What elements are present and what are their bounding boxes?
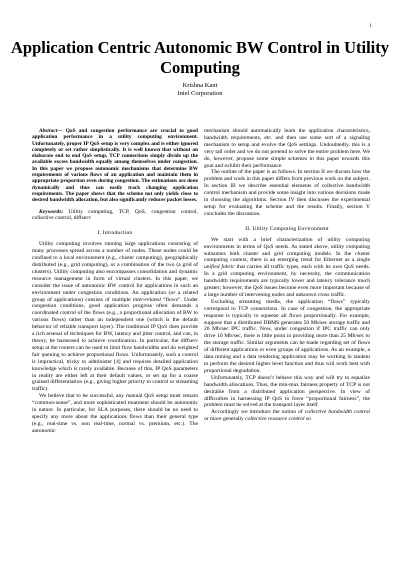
env-p1-text: We start with a brief characterization of utility computing environments in terms of QoS needs. As stated above, utility computing subsumes both cluster and grid computing models. In the cluster computing context, there is an emerging trend for Ethernet as a single bbox=[204, 236, 370, 264]
env-paragraph-2: Excluding streaming media, the application “flows” typically correspond to TCP connections. In case of congestion, the appropriate response is typically to squeeze all flows proportionally. For example, suppose that a distributed DBMS generates 50 Mb/sec storage traffic and 20 Mb/sec IPC traffic. Now, under congestion if IPC traffic can only drive 10 Mb/sec, there is little point in providing more than 25 Mb/sec to the storage traffic. Similar arguments can be made regarding set of flows of different applications or even groups of applications. As an example, a data mining and a data rendering application may be working in tandem to perform the desired higher level function and thus will work best with proportional degradation. bbox=[204, 298, 370, 374]
env-p4-tail: so bbox=[304, 416, 311, 423]
intro-paragraph-2: We believe that to be successful, any manual QoS setup must remain “common-sense”, and more sophisticated treatment should be autonomic in nature. In particular, for SLA purposes, there should be no need to specify any more about the applications flows than their general type (e.g., real-time vs. non real-time, normal vs. premium, etc.). The autonomic bbox=[32, 393, 198, 434]
abstract-lead: Abstract bbox=[39, 128, 58, 134]
intro-paragraph-4: The outline of the paper is as follows. In section II we discuss how the problem and work in this paper differs from previous work on the subject. In section III we describe essential elements of collective bandwidth control mechanism and provide some insight into various decisions made in choosing the algorithms. Section IV then discusses the experimental setup for evaluating the scheme and the results. Finally, section V concludes the discussion. bbox=[204, 169, 370, 217]
author-name: Krishna Kant bbox=[182, 82, 218, 89]
env-paragraph-3: Unfortunately, TCP doesn’t behave this way and will try to equalize bandwidth allocations. Thus, the min-max fairness property of TCP is not desirable from a distributed application perspective. In view of difficulties in harnessing IP QoS to force “proportional fairness”, the problem must be solved at the transport layer itself. bbox=[204, 374, 370, 409]
env-paragraph-1 bbox=[204, 237, 370, 299]
author-block bbox=[0, 82, 400, 98]
abstract bbox=[32, 128, 198, 204]
section-heading-introduction: I. Introduction bbox=[97, 230, 133, 237]
page-number: 1 bbox=[369, 24, 372, 29]
right-column bbox=[204, 128, 370, 423]
keywords-text: Utility computing, TCP, QoS, congestion control, collective control, diffserv bbox=[32, 208, 198, 222]
left-column bbox=[32, 128, 198, 435]
section-heading-utility-computing: II. Utility Computing Environment bbox=[245, 225, 329, 232]
keywords-lead: Keywords: bbox=[39, 208, 64, 215]
env-p4-text: Accordingly we introduce the notion of bbox=[211, 409, 305, 416]
intro-paragraph-1 bbox=[32, 241, 198, 393]
env-paragraph-4 bbox=[204, 409, 370, 423]
env-p4-emphasis-2: collective resource control bbox=[245, 416, 305, 423]
author-affiliation: Intel Corporation bbox=[177, 90, 223, 97]
abstract-text: — QoS and congestion performance are crucial to good application performance in a utility computing environment. Unfortunately, proper IP QoS setup is very complex and is either ignored completely or set rather simplistically. It is well known that without an elaborate end to end QoS setup, TCP connections simply divide up the available excess bandwidth equally among themselves under congestion. In this paper we propose autonomic mechanisms that determine BW requirements of various flows of an application and maintain them in appropriate proportion even during congestion. The estimations are done dynamically and thus can easily track changing application requirements. The paper shows that the scheme not only yields close to desired bandwidth allocation, but also significantly reduces packet losses. bbox=[32, 128, 198, 204]
keywords bbox=[32, 209, 198, 223]
intro-p1-emphasis: inter-related bbox=[132, 296, 161, 303]
env-p4-mid: or more generally bbox=[204, 416, 246, 423]
paper-title: Application Centric Autonomic BW Control in Utility Computing bbox=[11, 38, 389, 77]
intro-p1-tail: “flows”. Under congestion conditions, good application progress often demands a coordinated control of the flows (e.g., a proportional allocation of BW to various flows) rather than an independent one (which is the default behavior of reliable transport layer). The traditional IP QoS does provide a rich arsenal of techniques for BW, latency and jitter control, and can, in theory, be harnessed to achieve coordination. In particular, the diffserv setup at the routers can be used to limit flow bandwidths and do weighted fair queuing to achieve proportional flows. Unfortunately, such a control is impractical, tricky to administer [4] and requires detailed application knowledge which is rarely available. Because of this, IP QoS parameters in reality are either left at their default values, or set up for a coarse grained differentiation (e.g., giving higher priority to control or streaming traffic). bbox=[32, 296, 198, 393]
env-p1-tail: that carries all traffic types, each with its own QoS needs. In a grid computing environment, by necessity, the communication bandwidth requirements are typically lower and latency tolerance much greater; however, the QoS issues become even more important because of a large number of intervening nodes and unknown cross traffic. bbox=[204, 264, 371, 298]
intro-p1-text: Utility computing involves running large applications consisting of many processes spread across a number of nodes. These nodes could be confined to a local environment (e.g., cluster computing), geographically distributed (e.g., grid computing), or a combination of the two (a grid of clusters). Utility computing also encompasses consolidation and dynamic resource management in form of virtual clusters. In this paper, we consider the issue of autonomic BW control for applications in such an environment under congestion conditions. An application (or a related group of applications) consists of multiple bbox=[32, 241, 198, 303]
env-p4-emphasis-1: collective bandwidth control bbox=[304, 409, 370, 416]
intro-paragraph-3: mechanism should automatically learn the application characteristics, bandwidth requirements, etc. and then use some sort of a signaling mechanism to setup and evolve the QoS settings. Undoubtedly, this is a very tall order and we do not pretend to solve the entire problem here. We do, however, propose some simple schemes in this paper towards this goal and exhibit their performance. bbox=[204, 128, 370, 169]
env-p1-emphasis: unified fabric bbox=[204, 264, 235, 271]
